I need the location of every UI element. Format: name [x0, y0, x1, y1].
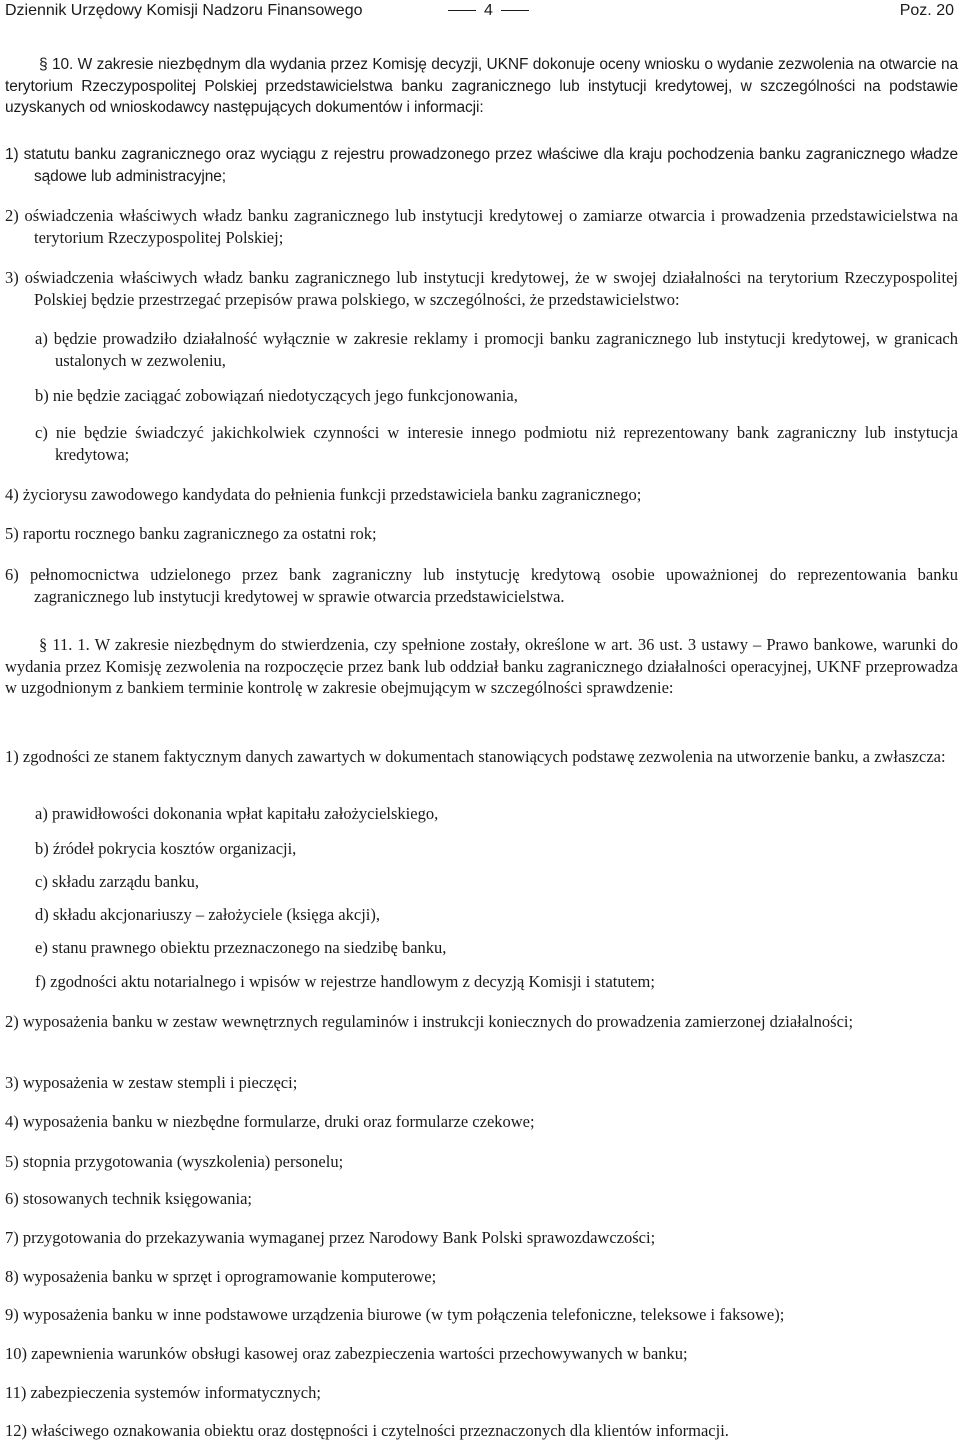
journal-title: Dziennik Urzędowy Komisji Nadzoru Finansowego — [5, 2, 363, 19]
list-item-s11-1b: b) źródeł pokrycia kosztów organizacji, — [35, 839, 297, 858]
list-item-s11-11: 11) zabezpieczenia systemów informatycznych; — [5, 1383, 321, 1402]
list-item-s11-1a: a) prawidłowości dokonania wpłat kapitału założycielskiego, — [35, 804, 439, 823]
list-item-s10-5: 5) raportu rocznego banku zagranicznego za ostatni rok; — [5, 524, 377, 543]
list-item-s11-6: 6) stosowanych technik księgowania; — [5, 1189, 252, 1208]
list-item-s11-12: 12) właściwego oznakowania obiektu oraz dostępności i czytelności przeznaczonych dla klientów informacji. — [5, 1421, 729, 1440]
dash-right — [501, 10, 529, 11]
list-item-s11-1f: f) zgodności aktu notarialnego i wpisów w rejestrze handlowym z decyzją Komisji i statutem; — [35, 972, 655, 991]
list-item-s11-9: 9) wyposażenia banku w inne podstawowe urządzenia biurowe (w tym połączenia telefoniczne, teleksowe i faksowe); — [5, 1305, 785, 1324]
page-number — [440, 0, 537, 22]
list-item-s11-10: 10) zapewnienia warunków obsługi kasowej oraz zabezpieczenia wartości przechowywanych w banku; — [5, 1344, 688, 1363]
position-number: Poz. 20 — [899, 2, 954, 19]
dash-left — [448, 10, 476, 11]
paragraph-s10-intro: § 10. W zakresie niezbędnym dla wydania przez Komisję decyzji, UKNF dokonuje oceny wniosku o wydanie zezwolenia na otwarcie na terytorium Rzeczypospolitej Polskiej przedstawicielstwa banku zagranicznego lub instytucji kredytowej, w szczególności na podstawie uzyskanych od wnioskodawcy następujących dokumentów i informacji: — [5, 56, 958, 116]
list-item-s11-3: 3) wyposażenia w zestaw stempli i pieczęci; — [5, 1073, 298, 1092]
list-item-s10-4: 4) życiorysu zawodowego kandydata do pełnienia funkcji przedstawiciela banku zagranicznego; — [5, 485, 642, 504]
list-item-s10-3c: c) nie będzie świadczyć jakichkolwiek czynności w interesie innego podmiotu niż reprezentowany bank zagraniczny lub instytucja kredytowa; — [35, 423, 958, 464]
page-number-text: 4 — [484, 2, 493, 19]
list-item-s10-3b: b) nie będzie zaciągać zobowiązań niedotyczących jego funkcjonowania, — [35, 386, 518, 405]
list-item-s11-5: 5) stopnia przygotowania (wyszkolenia) personelu; — [5, 1152, 344, 1171]
paragraph-s11-intro: § 11. 1. W zakresie niezbędnym do stwierdzenia, czy spełnione zostały, określone w art. 36 ust. 3 ustawy – Prawo bankowe, warunki do wydania przez Komisję zezwolenia na rozpoczęcie przez bank lub oddział banku zagranicznego działalności operacyjnej, UKNF przeprowadza w uzgodnionym z bankiem terminie kontrolę w zakresie obejmującym w szczególności sprawdzenie: — [5, 635, 958, 697]
list-item-s11-8: 8) wyposażenia banku w sprzęt i oprogramowanie komputerowe; — [5, 1267, 437, 1286]
list-item-s11-1c: c) składu zarządu banku, — [35, 872, 200, 891]
list-item-s11-4: 4) wyposażenia banku w niezbędne formularze, druki oraz formularze czekowe; — [5, 1112, 535, 1131]
list-item-s11-1d: d) składu akcjonariuszy – założyciele (księga akcji), — [35, 905, 380, 924]
page-header — [0, 0, 960, 24]
list-item-s11-1e: e) stanu prawnego obiektu przeznaczonego na siedzibę banku, — [35, 938, 447, 957]
list-item-s10-6: 6) pełnomocnictwa udzielonego przez bank zagraniczny lub instytucję kredytową osobie upoważnionej do reprezentowania banku zagranicznego lub instytucji kredytowej w sprawie otwarcia przedstawicielstwa. — [5, 565, 958, 606]
list-item-s10-3a: a) będzie prowadziło działalność wyłącznie w zakresie reklamy i promocji banku zagranicznego lub instytucji kredytowej, w granicach ustalonych w zezwoleniu, — [35, 329, 958, 370]
list-item-s10-1: 1) statutu banku zagranicznego oraz wyciągu z rejestru prowadzonego przez właściwe dla kraju pochodzenia banku zagranicznego władze sądowe lub administracyjne; — [5, 146, 958, 185]
list-item-s11-1: 1) zgodności ze stanem faktycznym danych zawartych w dokumentach stanowiących podstawę zezwolenia na utworzenie banku, a zwłaszcza: — [5, 747, 946, 766]
list-item-s11-7: 7) przygotowania do przekazywania wymaganej przez Narodowy Bank Polski sprawozdawczości; — [5, 1228, 656, 1247]
list-item-s10-3: 3) oświadczenia właściwych władz banku zagranicznego lub instytucji kredytowej, że w swojej działalności na terytorium Rzeczypospolitej Polskiej będzie przestrzegać przepisów prawa polskiego, w szczególności, że przedstawicielstwo: — [5, 268, 958, 309]
list-item-s11-2: 2) wyposażenia banku w zestaw wewnętrznych regulaminów i instrukcji koniecznych do prowadzenia zamierzonej działalności; — [5, 1012, 854, 1031]
list-item-s10-2: 2) oświadczenia właściwych władz banku zagranicznego lub instytucji kredytowej o zamiarze otwarcia i prowadzenia przedstawicielstwa na terytorium Rzeczypospolitej Polskiej; — [5, 206, 958, 247]
